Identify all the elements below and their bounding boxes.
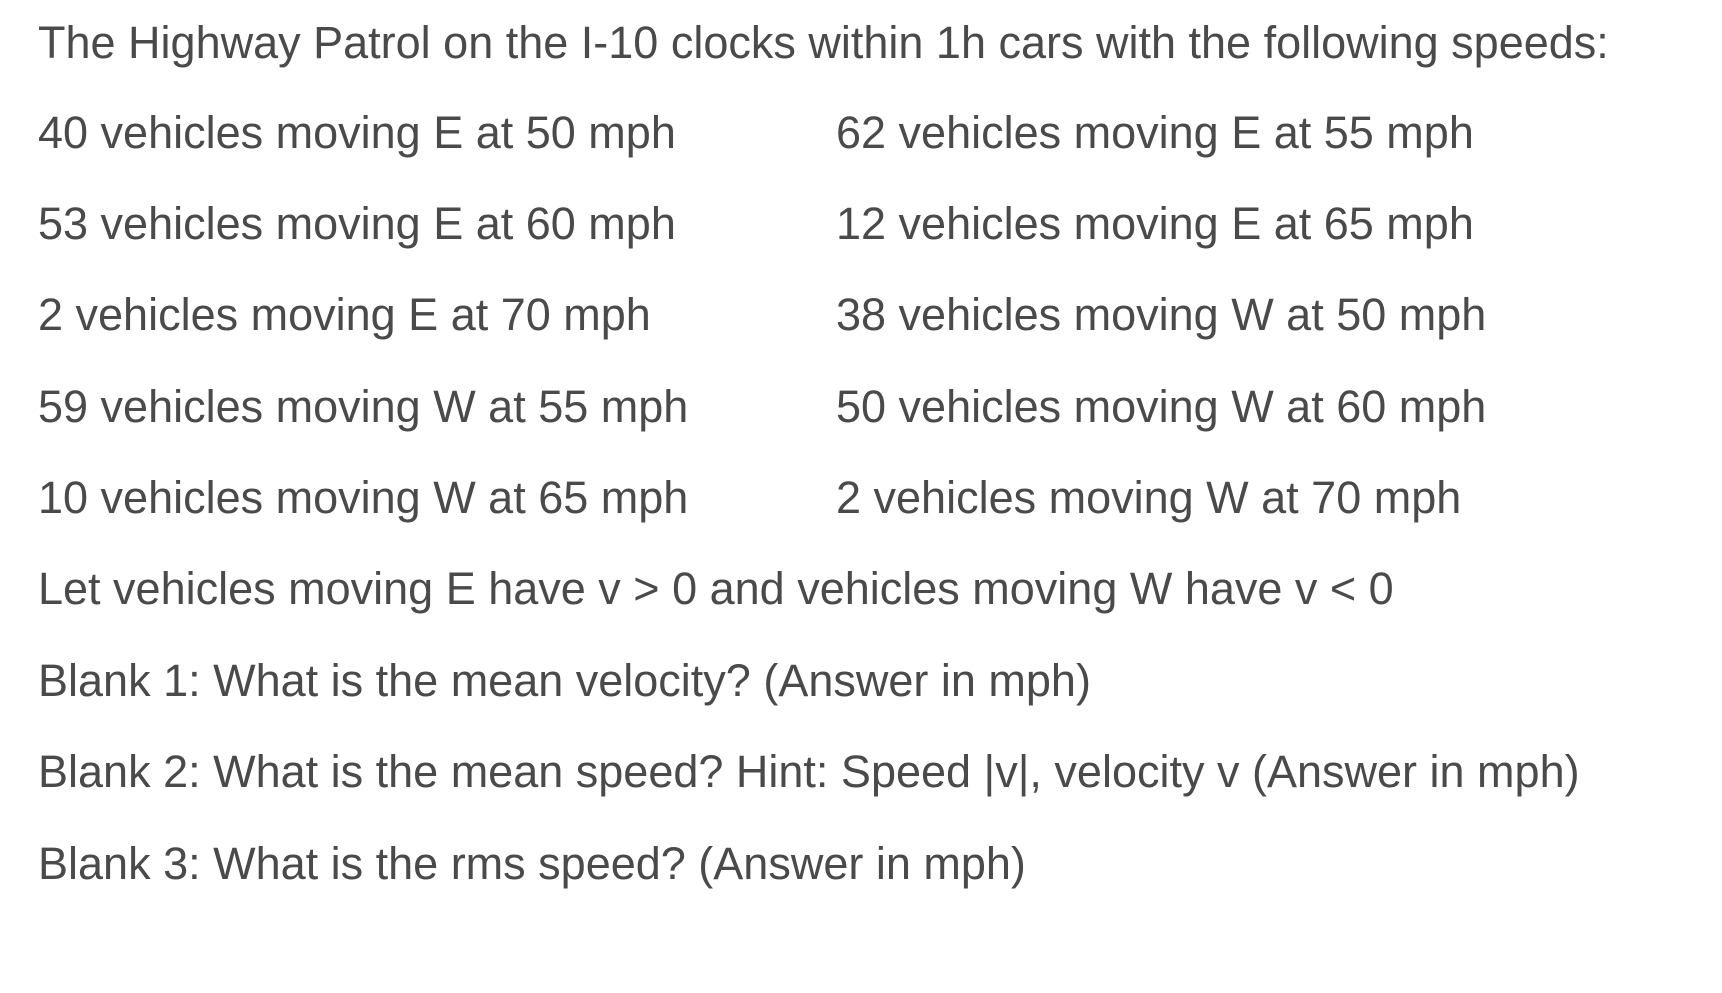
vehicle-row-1 (0, 107, 1722, 170)
vehicle-group-right: 50 vehicles moving W at 60 mph (836, 381, 1487, 432)
vehicle-group-right: 12 vehicles moving E at 65 mph (836, 198, 1474, 249)
vehicle-row-4 (0, 381, 1722, 444)
question-blank-2: Blank 2: What is the mean speed? Hint: Speed |v|, velocity v (Answer in mph) (38, 746, 1580, 797)
question-blank-3: Blank 3: What is the rms speed? (Answer in mph) (38, 838, 1026, 889)
vehicle-group-left: 53 vehicles moving E at 60 mph (38, 198, 676, 249)
question-blank-1: Blank 1: What is the mean velocity? (Answer in mph) (38, 655, 1091, 706)
sign-convention-text: Let vehicles moving E have v > 0 and vehicles moving W have v < 0 (38, 563, 1394, 614)
vehicle-group-right: 38 vehicles moving W at 50 mph (836, 289, 1487, 340)
vehicle-group-left: 59 vehicles moving W at 55 mph (38, 381, 689, 432)
vehicle-group-right: 2 vehicles moving W at 70 mph (836, 472, 1462, 523)
intro-text: The Highway Patrol on the I-10 clocks within 1h cars with the following speeds: (38, 17, 1609, 68)
vehicle-row-5 (0, 472, 1722, 535)
vehicle-group-left: 2 vehicles moving E at 70 mph (38, 289, 651, 340)
vehicle-group-left: 10 vehicles moving W at 65 mph (38, 472, 689, 523)
vehicle-group-left: 40 vehicles moving E at 50 mph (38, 107, 676, 158)
vehicle-group-right: 62 vehicles moving E at 55 mph (836, 107, 1474, 158)
vehicle-row-3 (0, 289, 1722, 352)
vehicle-row-2 (0, 198, 1722, 261)
